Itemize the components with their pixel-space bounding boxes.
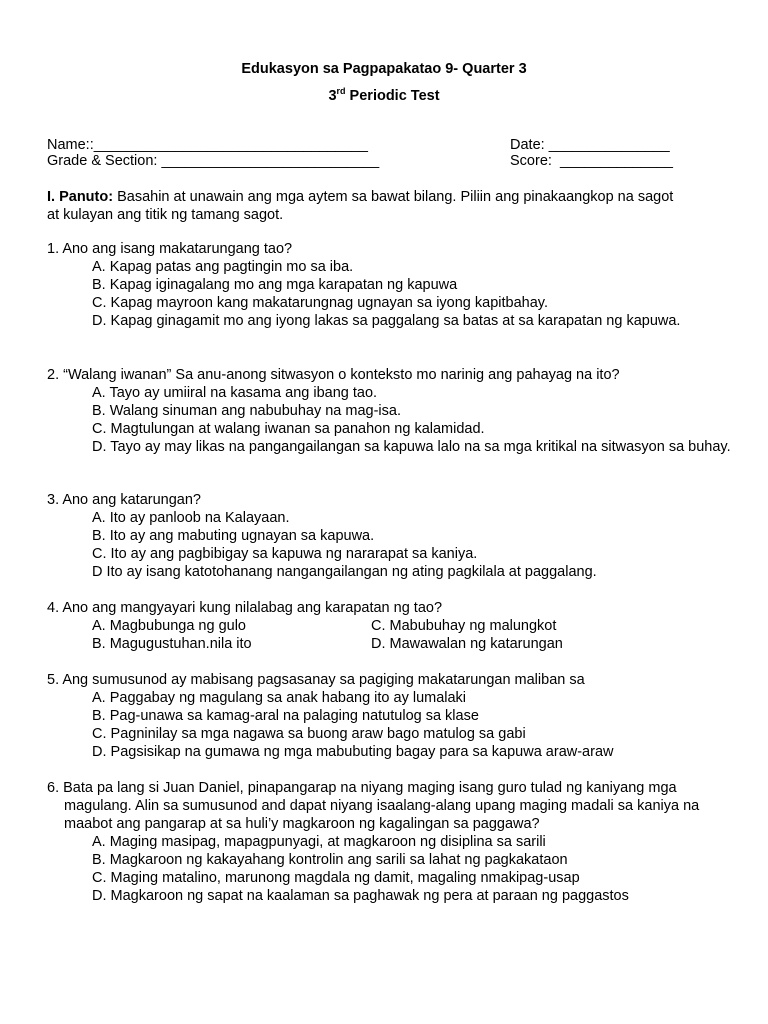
grade-section-field[interactable] <box>47 152 379 170</box>
question-4-option-d[interactable]: D. Mawawalan ng katarungan <box>371 636 563 652</box>
question-4-options <box>92 617 652 653</box>
score-label: Score: <box>510 153 552 169</box>
question-5-option-d[interactable]: D. Pagsisikap na gumawa ng mga mabubuting bagay para sa kapuwa araw-araw <box>92 744 614 760</box>
question-6-stem-line-1: 6. Bata pa lang si Juan Daniel, pinapangarap na niyang maging isang guro tulad ng kaniyang mga <box>47 780 677 796</box>
question-6-options <box>92 833 692 905</box>
question-5-option-c[interactable]: C. Pagninilay sa mga nagawa sa buong araw bago matulog sa gabi <box>92 726 526 742</box>
subtitle-number: 3 <box>328 88 337 104</box>
question-3-option-c[interactable]: C. Ito ay ang pagbibigay sa kapuwa ng nararapat sa kaniya. <box>92 546 478 562</box>
question-3-option-b[interactable]: B. Ito ay ang mabuting ugnayan sa kapuwa. <box>92 528 375 544</box>
question-2-option-c[interactable]: C. Magtulungan at walang iwanan sa panahon ng kalamidad. <box>92 421 485 437</box>
grade-section-label: Grade & Section: <box>47 153 158 169</box>
instructions-line-2: at kulayan ang titik ng tamang sagot. <box>47 207 284 223</box>
question-3-stem: 3. Ano ang katarungan? <box>47 492 201 508</box>
question-1-option-c[interactable]: C. Kapag mayroon kang makatarungnag ugnayan sa iyong kapitbahay. <box>92 295 548 311</box>
question-5-option-a[interactable]: A. Paggabay ng magulang sa anak habang ito ay lumalaki <box>92 690 467 706</box>
question-6-stem <box>47 779 737 833</box>
question-1-option-a[interactable]: A. Kapag patas ang pagtingin mo sa iba. <box>92 259 354 275</box>
date-label: Date: <box>510 137 545 153</box>
instructions-line-1 <box>47 188 673 206</box>
score-field[interactable] <box>510 152 673 170</box>
test-subtitle <box>0 87 768 105</box>
question-6-option-c[interactable]: C. Maging matalino, marunong magdala ng damit, magaling nmakipag-usap <box>92 870 580 886</box>
question-2-option-a[interactable]: A. Tayo ay umiiral na kasama ang ibang tao. <box>92 385 378 401</box>
question-6-option-a[interactable]: A. Maging masipag, mapagpunyagi, at magkaroon ng disiplina sa sarili <box>92 834 546 850</box>
test-title: Edukasyon sa Pagpapakatao 9- Quarter 3 <box>241 61 527 77</box>
question-1-option-d[interactable]: D. Kapag ginagamit mo ang iyong lakas sa paggalang sa batas at sa karapatan ng kapuwa. <box>92 313 681 329</box>
question-4-option-c[interactable]: C. Mabubuhay ng malungkot <box>371 618 557 634</box>
instructions-text-1: Basahin at unawain ang mga aytem sa bawat bilang. Piliin ang pinakaangkop na sagot <box>113 189 674 205</box>
question-1-option-b[interactable]: B. Kapag iginagalang mo ang mga karapatan ng kapuwa <box>92 277 458 293</box>
question-6-option-d[interactable]: D. Magkaroon ng sapat na kaalaman sa paghawak ng pera at paraan ng paggastos <box>92 888 629 904</box>
question-3-options <box>92 509 692 581</box>
question-2-option-b[interactable]: B. Walang sinuman ang nabubuhay na mag-isa. <box>92 403 401 419</box>
question-2-option-d[interactable]: D. Tayo ay may likas na pangangailangan sa kapuwa lalo na sa mga kritikal na sitwasyon sa buhay. <box>92 439 731 455</box>
question-1-stem: 1. Ano ang isang makatarungang tao? <box>47 241 293 257</box>
name-label: Name:: <box>47 137 94 153</box>
subtitle-text: Periodic Test <box>345 88 440 104</box>
question-3-option-a[interactable]: A. Ito ay panloob na Kalayaan. <box>92 510 290 526</box>
question-6-stem-rest: magulang. Alin sa sumusunod and dapat niyang isaalang-alang upang maging madali sa kaniya na maabot ang pangarap at sa huli’y magkaroon ng kagalingan sa paggawa? <box>64 798 700 832</box>
grade-section-blank[interactable]: ___________________________ <box>161 153 380 169</box>
question-4-option-a[interactable]: A. Magbubunga ng gulo <box>92 618 246 634</box>
question-4-option-b[interactable]: B. Magugustuhan.nila ito <box>92 636 252 652</box>
question-5-options <box>92 689 692 761</box>
question-4-stem: 4. Ano ang mangyayari kung nilalabag ang karapatan ng tao? <box>47 600 443 616</box>
question-6-option-b[interactable]: B. Magkaroon ng kakayahang kontrolin ang sarili sa lahat ng pagkakataon <box>92 852 568 868</box>
instructions-label: I. Panuto: <box>47 189 114 205</box>
question-1-options <box>92 258 692 330</box>
question-2-stem: 2. “Walang iwanan” Sa anu-anong sitwasyon o konteksto mo narinig ang pahayag na ito? <box>47 367 620 383</box>
date-blank[interactable]: _______________ <box>548 137 670 153</box>
question-3-option-d[interactable]: D Ito ay isang katotohanang nangangailangan ng ating pagkilala at paggalang. <box>92 564 597 580</box>
score-blank[interactable]: ______________ <box>559 153 673 169</box>
subtitle-ordinal-suffix: rd <box>336 86 346 97</box>
name-blank[interactable]: __________________________________ <box>93 137 368 153</box>
question-2-options <box>92 384 731 456</box>
question-5-stem: 5. Ang sumusunod ay mabisang pagsasanay sa pagiging makatarungan maliban sa <box>47 672 585 688</box>
question-5-option-b[interactable]: B. Pag-unawa sa kamag-aral na palaging natutulog sa klase <box>92 708 479 724</box>
